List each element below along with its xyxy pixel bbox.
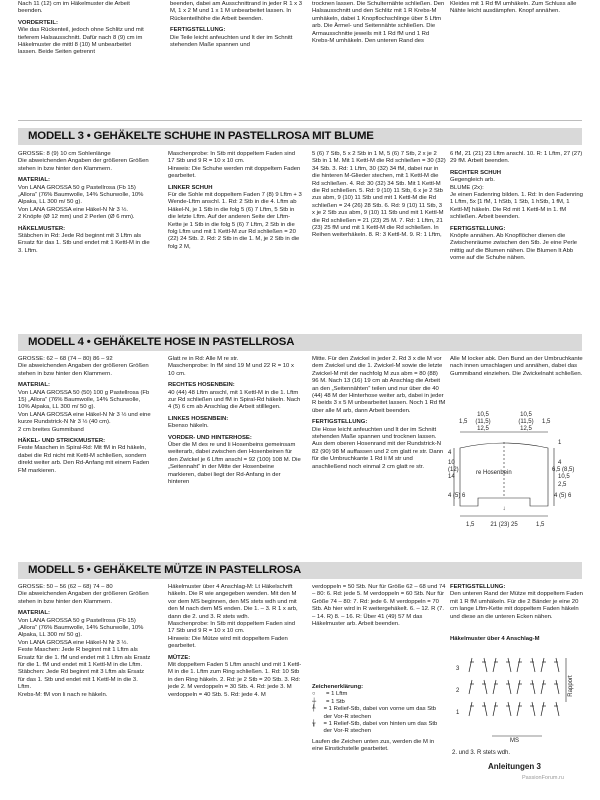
chart-stitch — [532, 702, 535, 716]
chart-stitch — [517, 702, 520, 716]
pants-schematic — [448, 408, 588, 540]
top-column-4 — [450, 1, 583, 16]
crochet-chart — [452, 646, 582, 758]
legend-title: Zeichenerklärung: — [312, 684, 364, 690]
model-4-banner — [18, 334, 582, 351]
chart-stitch — [532, 680, 535, 694]
text-paragraph: verdoppeln = 50 Stb. Nur für Größe 62 – 68 und 74 – 80: 6. Rd: jede 5. M verdoppeln = 60 Stb. Nur für Größe 74 – 80: 7. Rd: jede 6. M verdoppeln = 70 Stb. Ab hier wird in R weitergehäkelt. 6. – 12. R (7. – 14. R) 8. – 16. R: Über 41 (49) 57 M das Häkelmuster arb. Arbeit beenden. — [312, 584, 446, 628]
top-column-3 — [312, 1, 445, 45]
model-4-column-4 — [450, 356, 583, 378]
text-paragraph: VORDERTEIL: — [18, 19, 58, 26]
chart-stitch — [484, 702, 487, 716]
chart-row-label-2: 2 — [456, 688, 460, 694]
text-paragraph: Maschenprobe: In Stb mit doppeltem Faden sind 17 Stb und 9 R = 10 x 10 cm. — [168, 621, 296, 635]
dim-left-mid-2: (12) — [448, 467, 459, 473]
legend-symbol: ╀ — [312, 706, 316, 713]
legend-row — [312, 721, 446, 736]
chart-stitch — [508, 702, 511, 716]
model-5-column-1 — [18, 584, 151, 699]
chart-stitch — [517, 680, 520, 694]
model-3-column-2 — [168, 151, 302, 251]
chart-stitch — [469, 658, 472, 672]
chart-stitch — [493, 702, 496, 716]
text-paragraph: FERTIGSTELLUNG: — [450, 584, 506, 590]
model-3-title: MODELL 3 • GEHÄKELTE SCHUHE IN PASTELLROSA MIT BLUME — [28, 130, 374, 142]
model-4-column-2 — [168, 356, 302, 487]
model-5-column-3 — [312, 584, 446, 680]
text-paragraph: 6 fM, 21 (21) 23 Lftm anschl. 10. R: 1 Lftm, 27 (27) 29 fM. Arbeit beenden. — [450, 151, 583, 165]
chart-stitch — [484, 680, 487, 694]
text-paragraph: Die Hose leicht anfeuchten und lt der im Schnitt stehenden Maße spannen und trocknen lassen. Aus dem oberen Hosenrand mit der Rundstrick-N 82 (90) 98 M auffassen und 2 cm glatt re str. Dann für die Umbruchkante 1 Rd li M str und anschließend noch einmal 2 cm glatt re str. — [312, 426, 444, 470]
text-paragraph: beenden, dabei am Ausschnittrand in jeder R 1 x 3 M, 1 x 2 M und 1 x 1 M unbearbeitet lassen. In Rückenteilhöhe die Arbeit beenden. — [170, 1, 302, 22]
text-paragraph: Mit doppeltem Faden 5 Lftm anschl und mit 1 Kettl-M in die 1. Lftm zum Ring schließen. 1. Rd: 10 Stb in den Ring häkeln. 2. Rd: je 2 Stb = 20 Stb. 3. Rd: jede 2. M verdoppeln = 30 Stb. 4. Rd: jede 3. M verdoppeln = 40 Stb. 5. Rd: jede 4. M — [168, 662, 302, 698]
text-paragraph: Krebs-M: fM von li nach re häkeln. — [18, 691, 108, 698]
text-paragraph: Von LANA GROSSA eine Häkel-N Nr 3 ½. — [18, 206, 129, 213]
model-5-title: MODELL 5 • GEHÄKELTE MÜTZE IN PASTELLROSA — [28, 564, 301, 576]
text-paragraph: BLUME (2x): — [450, 184, 484, 191]
text-paragraph: HÄKELMUSTER: — [18, 225, 66, 232]
text-paragraph: Hinweis: Die Mütze wird mit doppeltem Faden gearbeitet. — [168, 635, 288, 650]
model-5-column-4 — [450, 584, 583, 621]
text-paragraph: Knöpfe annähen. Ab Knopflöcher dienen die Zwischenräume zwischen den Stb. Je eine Perle mittig auf die Blumen nähen. Die Blumen lt Abb vorne auf die Schuhe nähen. — [450, 233, 578, 262]
model-3-column-3 — [312, 151, 446, 240]
chart-ms-label: MS — [510, 738, 519, 744]
text-paragraph: FERTIGSTELLUNG: — [170, 27, 226, 34]
text-paragraph: Ebenso häkeln. — [168, 423, 209, 430]
chart-row-label-3: 3 — [456, 666, 460, 672]
text-paragraph: Glatt re in Rd: Alle M re str. — [168, 356, 239, 362]
text-paragraph: Mitte. Für den Zwickel in jeder 2. Rd 3 x die M vor dem Zwickel und die 1. Zwickel-M sowie die letzte Zwickel-M mit der nachfolg M zus abm = 80 (88) 96 M. Nach 13 (16) 19 cm ab Anschlag die Arbeit an den „Seitennähten“ teilen und nur über die 40 (44) 48 M der Hinterhose weiter arb, dabei in jeder R beids 3 x 5 M unbearbeitet lassen. Noch 1 Rd fM über alle M arb, dann Arbeit beenden. — [312, 356, 446, 414]
dim-top-right-1: 10,5 — [520, 412, 532, 418]
chart-stitch — [493, 658, 496, 672]
chart-stitch — [541, 680, 544, 694]
model-5-banner — [18, 562, 582, 579]
text-paragraph: Von LANA GROSSA 50 g Pastellrosa (Fb 15) „Allora“ (76% Baumwolle, 14% Schurwolle, 10% Alpaka, LL 300 m/ 50 g). — [18, 617, 144, 639]
model-5-column-2 — [168, 584, 302, 699]
text-paragraph: Wie das Rückenteil, jedoch ohne Schlitz und mit tieferem Halsausschnitt. Dafür nach 8 (9) cm im Häkelmuster die mittl 8 (10) M unbearbeitet lassen. Beide Seiten getrennt — [18, 27, 144, 56]
dim-top-left-1: 10,5 — [477, 412, 489, 418]
chart-stitch — [541, 702, 544, 716]
model-4-title: MODELL 4 • GEHÄKELTE HOSE IN PASTELLROSA — [28, 336, 295, 348]
text-paragraph: LINKES HOSENBEIN: — [168, 415, 229, 422]
chart-row-label-1: 1 — [456, 710, 460, 716]
text-paragraph: Für die Sohle mit doppeltem Faden 7 (8) 9 Lftm + 3 Wende-Lftm anschl. 1. Rd: 2 Stb in die 4. Lftm ab Häkel-N, je 1 Stb in die folg 5 (6) 7 Lftm, 5 Stb in die letzte Lftm. Auf der anderen Seite der Lftm-Kette je 1 Stb in die folg 5 (6) 7 Lftm, 2 Stb in die folg Lftm und mit 1 Kettl-M zur Rd schließen = 20 (22) 24 Stb. 2. Rd: 2 Stb in die 1. M, je 2 Stb in die folg 2 M, — [168, 192, 302, 250]
footer-label: Anleitungen — [488, 762, 535, 771]
legend-text: = 1 Lftm — [326, 691, 348, 698]
legend-row — [312, 699, 446, 706]
footer — [488, 762, 541, 771]
chart-title-box — [450, 636, 583, 643]
dim-bottom-width: 21 (23) 25 — [490, 522, 518, 528]
divider — [18, 120, 582, 121]
text-paragraph: Hinweis: Die Schuhe werden mit doppeltem Faden gearbeitet. — [168, 165, 301, 180]
chart-note: 2. und 3. R stets wdh. — [452, 750, 511, 756]
text-paragraph: MATERIAL: — [18, 382, 50, 389]
text-paragraph: FERTIGSTELLUNG: — [450, 225, 506, 232]
text-paragraph: 2 cm breites Gummiband — [18, 426, 84, 433]
text-paragraph: HÄKEL- UND STRICKMUSTER: — [18, 438, 106, 445]
pants-center-label: re Hosenbein — [476, 470, 512, 476]
text-paragraph: Kleides mit 1 Rd fM umhäkeln. Zum Schluss alle Nähte leicht ausdämpfen. Knopf annähen. — [450, 1, 577, 15]
text-paragraph: FERTIGSTELLUNG: — [312, 419, 368, 426]
legend-text: = 1 Stb — [326, 698, 345, 705]
chart-stitch — [508, 658, 511, 672]
text-paragraph: 5 (6) 7 Stb, 5 x 2 Stb in 1 M, 5 (6) 7 Stb, 2 x je 2 Stb in 1 M. Mit 1 Kettl-M die Rd schließen = 30 (32) 34 Stb. 3. Rd: 1 Lftm, 30 (32) 34 fM, dabei nur in die hinteren M-Glieder stechen, mit 1 Kettl-M die Rd schließen. 4. Rd: 30 (32) 34 Stb. Mit 1 Kettl-M die Rd schließen. 5. Rd: 9 (10) 11 Stb, 6 x je 2 Stb zus abm, 9 (10) 11 Stb und mit 1 Kettl-M die Rd schließen = 24 (26) 28 Stb. 6. Rd: 9 (10) 11 Stb, 3 x je 2 Stb zus abm, 9 (10) 11 Stb und mit 1 Kettl-M die Rd schließen = 21 (23) 25 M. 7. Rd: 1 Lftm, 21 (23) 25 fM und mit 1 Kettl-M die Rd schließen. In Reihen weiterhäkeln. 8. R: 3 Kettl-M. 9. R: 1 Lftm, — [312, 151, 446, 239]
chart-stitch — [532, 658, 535, 672]
text-paragraph: Je einen Fadenring bilden. 1. Rd: In den Fadenring 1 Lftm, 5x [1 fM, 1 hStb, 1 Stb, 1 hStb, 1 fM, 1 Kettl-M] häkeln. Die Rd mit 1 Kettl-M in 1. fM schließen. Arbeit beenden. — [450, 192, 583, 221]
text-paragraph: Stäbchen in Rd: Jede Rd beginnt mit 3 Lftm als Ersatz für das 1. Stb und endet mit 1 Kettl-M in die 3. Lftm. — [18, 233, 150, 254]
model-3-banner — [18, 128, 582, 145]
chart-stitch — [469, 680, 472, 694]
text-paragraph: Maschenprobe: In Stb mit doppeltem Faden sind 17 Stb und 9 R = 10 x 10 cm. — [168, 151, 296, 165]
dim-right-mid-1: 4 — [558, 460, 562, 466]
text-paragraph: Die Teile leicht anfeuchten und lt der im Schnitt stehenden Maße spannen und — [170, 34, 293, 49]
text-paragraph: Von LANA GROSSA eine Häkel-N Nr 3 ½ und eine kurze Rundstrick-N Nr 3 ½ (40 cm). — [18, 411, 151, 426]
text-paragraph: MATERIAL: — [18, 610, 50, 617]
text-paragraph: Alle M locker abk. Den Bund an der Umbruchkante nach innen umschlagen und annähen, dabei das Gummiband einziehen. Die Zwickelnaht schließen. — [450, 356, 583, 377]
legend-row — [312, 691, 446, 698]
text-paragraph: Häkelmuster über 4 Anschlag-M: Lt Häkelschrift häkeln. Die R wie angegeben wenden. Mit den M vor dem MS beginnen, den MS stets wdh und mit den M nach dem MS enden. Die 1. – 3. R 1 x arb, dann die 2. und 3. R stets wdh. — [168, 584, 298, 620]
text-paragraph: Den unteren Rand der Mütze mit doppeltem Faden mit 1 R fM umhäkeln. Für die 2 Bänder je eine 20 cm lange Lftm-Kette mit doppeltem Faden häkeln und diese an die unteren Ecken nähen. — [450, 591, 583, 620]
text-paragraph: Von LANA GROSSA 50 g Pastellrosa (Fb 15) „Allora“ (76% Baumwolle, 14% Schurwolle, 10% Alpaka, LL 300 m/ 50 g). — [18, 184, 144, 206]
text-paragraph: GRÖSSE: 50 – 56 (62 – 68) 74 – 80 — [18, 584, 113, 590]
dim-top-right-2: (11,5) — [518, 419, 534, 425]
text-paragraph: GRÖSSE: 8 (9) 10 cm Sohlenlänge — [18, 151, 111, 157]
dim-top-outer-left: 1,5 — [459, 419, 468, 425]
dim-left-mid-3: 14 — [448, 474, 455, 480]
legend-symbol: ┼ — [312, 698, 317, 705]
legend — [312, 684, 446, 754]
model-3-column-4 — [450, 151, 583, 263]
chart-stitch — [508, 680, 511, 694]
chart-stitch — [556, 658, 559, 672]
text-paragraph: Von LANA GROSSA 50 (50) 100 g Pastellrosa (Fb 15) „Allora“ (76% Baumwolle, 14% Schurwolle, 10% Alpaka, LL 300 m/ 50 g). — [18, 389, 150, 411]
text-paragraph: VORDER- UND HINTERHOSE: — [168, 434, 252, 441]
dim-left-mid-1: 10 — [448, 460, 455, 466]
text-paragraph: Nach 11 (12) cm im Häkelmuster die Arbeit beenden. — [18, 1, 130, 15]
text-paragraph: MÜTZE: — [168, 654, 191, 661]
dim-right-top: 1 — [558, 440, 562, 446]
top-column-1 — [18, 1, 151, 57]
chart-stitch — [493, 680, 496, 694]
dim-top-right-3: 12,5 — [520, 426, 532, 432]
dim-right-mid-3: 10,5 — [558, 474, 570, 480]
legend-text: = 1 Relief-Stb, dabei von vorne um das Stb der Vor-R stechen — [323, 706, 437, 720]
text-paragraph: RECHTES HOSENBEIN: — [168, 382, 235, 389]
text-paragraph: MATERIAL: — [18, 177, 50, 184]
text-paragraph: RECHTER SCHUH — [450, 169, 502, 176]
pants-arrow-icon: ↓ — [502, 506, 506, 512]
model-3-column-1 — [18, 151, 151, 255]
text-paragraph: GRÖSSE: 62 – 68 (74 – 80) 86 – 92 — [18, 356, 113, 362]
text-paragraph: Feste Maschen: Jede R beginnt mit 1 Lftm als Ersatz für die 1. fM und endet mit 1 Lftm als Ersatz für die 1. fM und endet mit 1 Kettl-M in die Lftm. — [18, 647, 151, 669]
footer-site: PassionForum.ru — [522, 775, 564, 781]
chart-rapport-label: Rapport — [568, 675, 574, 697]
text-paragraph: 2 Knöpfe (Ø 12 mm) und 2 Perlen (Ø 6 mm). — [18, 214, 135, 221]
text-paragraph: Die abweichenden Angaben der größeren Größen stehen in bzw hinter den Klammern. — [18, 591, 149, 605]
text-paragraph: Feste Maschen in Spiral-Rd: Mit fM in Rd häkeln, dabei die Rd nicht mit Kettl-M schließen, sondern direkt weiter arb. Den Rd-Anfang mit einem Faden FM markieren. — [18, 445, 150, 474]
chart-stitch — [556, 702, 559, 716]
text-paragraph: Stäbchen: Jede Rd beginnt mit 3 Lftm als Ersatz für das 1. Stb und endet mit 1 Kettl-M in die 3. Lftm. — [18, 669, 145, 691]
text-paragraph: trocknen lassen. Die Schulternähte schließen. Den Halsausschnitt und den Schlitz mit 1 R Krebs-M umhäkeln, dabei 1 Knopflochschlinge über 5 Lftm arb. Die Ärmel- und Seitennähte schließen. Die Armausschnitte jeweils mit 1 Rd fM und 1 Rd Krebs-M umhäkeln. Den unteren Rand des — [312, 1, 445, 45]
text-paragraph: Von LANA GROSSA eine Häkel-N Nr 3 ½. — [18, 639, 129, 646]
dim-top-left-2: (11,5) — [475, 419, 491, 425]
legend-symbol: ○ — [312, 691, 316, 698]
footer-page: 3 — [536, 762, 541, 771]
top-column-2 — [170, 1, 303, 49]
chart-stitch — [541, 658, 544, 672]
text-paragraph: Die abweichenden Angaben der größeren Größen stehen in bzw hinter den Klammern. — [18, 363, 149, 377]
dim-left-bottom: 4 (5) 6 — [448, 493, 466, 499]
legend-symbol: ╁ — [312, 721, 316, 728]
text-paragraph: Maschenprobe: In fM sind 19 M und 22 R = 10 x 10 cm. — [168, 363, 294, 377]
text-paragraph: Gegengleich arb. — [450, 177, 495, 184]
dim-bottom-right: 1,5 — [536, 522, 545, 528]
text-paragraph: 40 (44) 48 Lftm anschl, mit 1 Kettl-M in die 1. Lftm zur Rd schließen und fM in Spiral-Rd häkeln. Nach 4 (5) 6 cm ab Anschlag die Arbeit stilllegen. — [168, 389, 301, 411]
legend-row — [312, 706, 446, 721]
chart-stitch — [469, 702, 472, 716]
legend-text: = 1 Relief-Stb, dabei von hinten um das Stb der Vor-R stechen — [323, 721, 438, 735]
dim-right-mid-2: 6,5 (8,5) — [552, 467, 575, 473]
dim-top-left-3: 12,5 — [477, 426, 489, 432]
chart-stitch — [517, 658, 520, 672]
dim-right-bottom: 4 (5) 6 — [554, 493, 572, 499]
legend-note: Laufen die Zeichen unten zus, werden die M in eine Einstichstelle gearbeitet. — [312, 738, 435, 753]
model-4-column-3 — [312, 356, 446, 471]
chart-stitch — [556, 680, 559, 694]
text-paragraph: LINKER SCHUH — [168, 184, 213, 191]
model-4-column-1 — [18, 356, 151, 475]
chart-title: Häkelmuster über 4 Anschlag-M — [450, 636, 540, 642]
dim-top-outer-right: 1,5 — [542, 419, 551, 425]
dim-right-small: 2,5 — [558, 482, 567, 488]
text-paragraph: Über die M des re und li Hosenbeins gemeinsam weiterarb, dabei zwischen den Hosenbeinen für den Zwickel je 6 Lftm anschl = 92 (100) 108 M. Die „Seitennaht“ in der Mitte der Hosenbeine markieren, dabei liegt der Rd-Anfang in der hinteren — [168, 442, 301, 486]
text-paragraph: Die abweichenden Angaben der größeren Größen stehen in bzw hinter den Klammern. — [18, 158, 149, 172]
dim-left-top: 4 — [448, 450, 452, 456]
dim-bottom-left: 1,5 — [466, 522, 475, 528]
chart-stitch — [484, 658, 487, 672]
